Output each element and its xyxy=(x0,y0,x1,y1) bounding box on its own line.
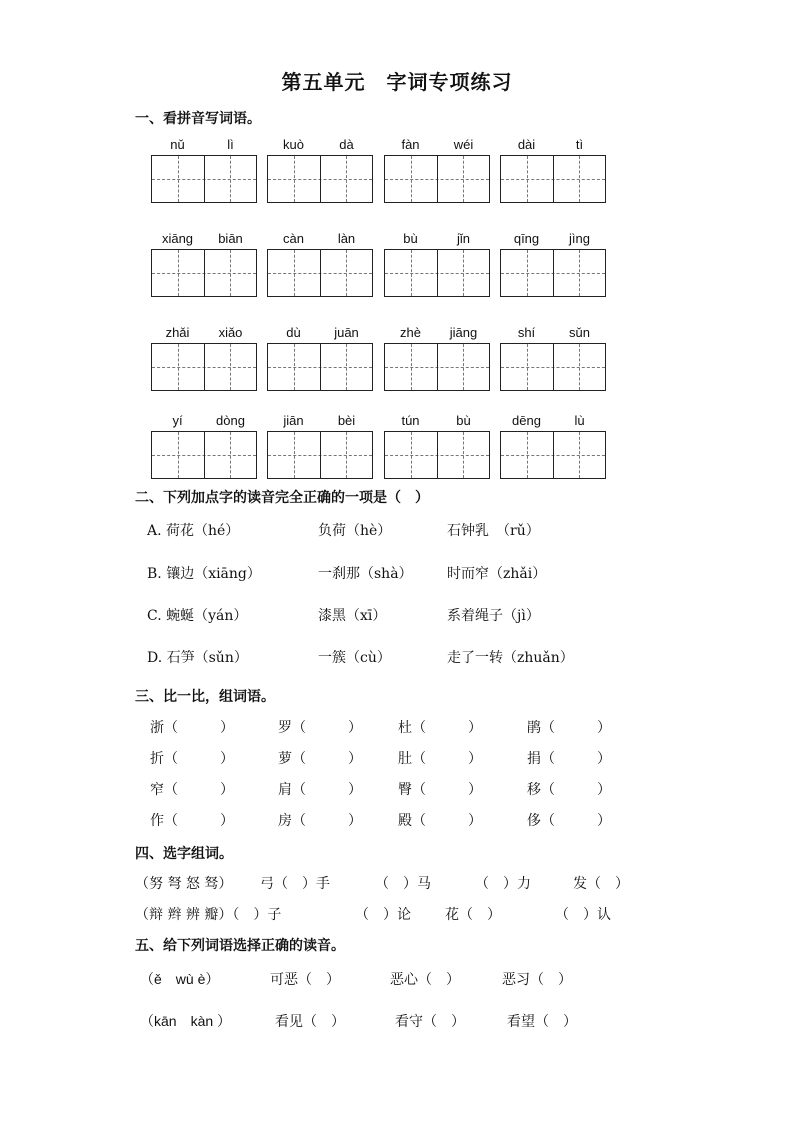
pinyin-label xyxy=(267,413,373,429)
writing-box[interactable] xyxy=(267,431,373,479)
word-item: 恶习（ ） xyxy=(502,972,572,988)
pinyin-syllable: càn xyxy=(283,231,304,246)
pinyin-label xyxy=(500,231,606,247)
pinyin-label xyxy=(267,325,373,341)
pinyin-syllable: bù xyxy=(456,413,471,428)
compare-item: 移（ ） xyxy=(527,782,611,798)
option-word: 走了一转（zhuǎn） xyxy=(447,650,574,666)
pinyin-syllable: shí xyxy=(517,325,536,340)
pinyin-syllable: jìng xyxy=(569,231,590,246)
word-item: 可恶（ ） xyxy=(270,972,340,988)
pinyin-label xyxy=(384,413,490,429)
pinyin-syllable: juān xyxy=(334,325,359,340)
option-label[interactable]: C. 蜿蜒（yán） xyxy=(147,608,248,624)
writing-box[interactable] xyxy=(151,249,257,297)
option-word: 漆黑（xī） xyxy=(318,608,387,624)
pinyin-syllable: zhǎi xyxy=(165,325,190,340)
blank-item: （ ）马 xyxy=(375,876,431,892)
pinyin-syllable: xiǎo xyxy=(218,325,243,340)
option-label[interactable]: D. 石笋（sǔn） xyxy=(147,650,248,666)
pinyin-label xyxy=(267,231,373,247)
pinyin-syllable: jiān xyxy=(283,413,304,428)
compare-item: 房（ ） xyxy=(278,813,362,829)
pinyin-syllable: jiāng xyxy=(449,325,478,340)
writing-box[interactable] xyxy=(267,249,373,297)
option-word: 一簇（cù） xyxy=(318,650,391,666)
writing-box[interactable] xyxy=(151,343,257,391)
option-label[interactable]: B. 镶边（xiāng） xyxy=(147,566,261,582)
pinyin-syllable: qīng xyxy=(513,231,540,246)
pinyin-syllable: xiāng xyxy=(161,231,194,246)
pinyin-choices: （ě wù è） xyxy=(140,971,220,987)
word-item: 看守（ ） xyxy=(395,1014,465,1030)
pinyin-syllable: làn xyxy=(337,231,356,246)
pinyin-label xyxy=(384,231,490,247)
pinyin-syllable: zhè xyxy=(400,325,421,340)
pinyin-syllable: dù xyxy=(286,325,301,340)
pinyin-syllable: kuò xyxy=(283,137,304,152)
blank-item: （ ）力 xyxy=(475,876,531,892)
blank-item: （ ）认 xyxy=(555,907,611,923)
pinyin-syllable: tì xyxy=(575,137,584,152)
compare-item: 殿（ ） xyxy=(398,813,482,829)
section-3-heading: 三、比一比，组词语。 xyxy=(135,689,275,705)
pinyin-label xyxy=(151,137,257,153)
pinyin-label xyxy=(500,413,606,429)
section-5-heading: 五、给下列词语选择正确的读音。 xyxy=(135,938,345,954)
pinyin-syllable: dà xyxy=(339,137,354,152)
pinyin-syllable: bèi xyxy=(337,413,356,428)
pinyin-syllable: fàn xyxy=(401,137,420,152)
blank-item: （ ）论 xyxy=(355,907,411,923)
pinyin-syllable: yí xyxy=(172,413,183,428)
pinyin-syllable: sǔn xyxy=(569,325,590,340)
pinyin-syllable: lù xyxy=(574,413,585,428)
writing-box[interactable] xyxy=(384,249,490,297)
section-1-heading: 一、看拼音写词语。 xyxy=(135,111,261,127)
pinyin-label xyxy=(151,231,257,247)
pinyin-syllable: lì xyxy=(227,137,234,152)
writing-box[interactable] xyxy=(500,155,606,203)
compare-item: 鹃（ ） xyxy=(527,720,611,736)
pinyin-syllable: wéi xyxy=(453,137,474,152)
pinyin-syllable: tún xyxy=(401,413,420,428)
compare-item: 萝（ ） xyxy=(278,751,362,767)
writing-box[interactable] xyxy=(267,155,373,203)
pinyin-syllable: dài xyxy=(517,137,536,152)
pinyin-label xyxy=(500,137,606,153)
compare-item: 罗（ ） xyxy=(278,720,362,736)
word-item: 看见（ ） xyxy=(275,1014,345,1030)
pinyin-syllable: dòng xyxy=(216,413,245,428)
pinyin-syllable: bù xyxy=(403,231,418,246)
section-4-heading: 四、选字组词。 xyxy=(135,846,233,862)
option-word: 石钟乳 （rǔ） xyxy=(447,523,540,539)
pinyin-syllable: jǐn xyxy=(456,231,470,246)
writing-box[interactable] xyxy=(151,431,257,479)
pinyin-label xyxy=(151,325,257,341)
compare-item: 窄（ ） xyxy=(150,782,234,798)
writing-box[interactable] xyxy=(267,343,373,391)
compare-item: 侈（ ） xyxy=(527,813,611,829)
option-word: 一刹那（shà） xyxy=(318,566,413,582)
writing-box[interactable] xyxy=(500,431,606,479)
char-group: （努 弩 怒 驽） xyxy=(135,876,233,892)
pinyin-label xyxy=(267,137,373,153)
page-title: 第五单元 字词专项练习 xyxy=(281,70,513,94)
option-label[interactable]: A. 荷花（hé） xyxy=(147,523,240,539)
word-item: 恶心（ ） xyxy=(390,972,460,988)
writing-box[interactable] xyxy=(384,343,490,391)
writing-box[interactable] xyxy=(500,343,606,391)
writing-box[interactable] xyxy=(500,249,606,297)
blank-item: 花（ ） xyxy=(445,907,501,923)
pinyin-syllable: nǔ xyxy=(170,137,185,152)
compare-item: 折（ ） xyxy=(150,751,234,767)
pinyin-label xyxy=(384,325,490,341)
pinyin-label xyxy=(384,137,490,153)
compare-item: 杜（ ） xyxy=(398,720,482,736)
writing-box[interactable] xyxy=(384,155,490,203)
compare-item: 捐（ ） xyxy=(527,751,611,767)
compare-item: 作（ ） xyxy=(150,813,234,829)
pinyin-syllable: biān xyxy=(218,231,243,246)
compare-item: 臀（ ） xyxy=(398,782,482,798)
option-word: 负荷（hè） xyxy=(318,523,392,539)
pinyin-label xyxy=(500,325,606,341)
compare-item: 肩（ ） xyxy=(278,782,362,798)
writing-box[interactable] xyxy=(151,155,257,203)
compare-item: 肚（ ） xyxy=(398,751,482,767)
char-group: （辩 辫 辨 瓣）（ ）子 xyxy=(135,907,282,923)
blank-item: 发（ ） xyxy=(573,876,629,892)
pinyin-syllable: dēng xyxy=(512,413,541,428)
section-2-heading: 二、下列加点字的读音完全正确的一项是（ ） xyxy=(135,490,429,506)
option-word: 系着绳子（jì） xyxy=(447,608,540,624)
pinyin-label xyxy=(151,413,257,429)
pinyin-choices: （kān kàn ） xyxy=(140,1013,232,1029)
word-item: 看望（ ） xyxy=(507,1014,577,1030)
writing-box[interactable] xyxy=(384,431,490,479)
blank-item: 弓（ ）手 xyxy=(260,876,330,892)
compare-item: 浙（ ） xyxy=(150,720,234,736)
option-word: 时而窄（zhǎi） xyxy=(447,566,547,582)
